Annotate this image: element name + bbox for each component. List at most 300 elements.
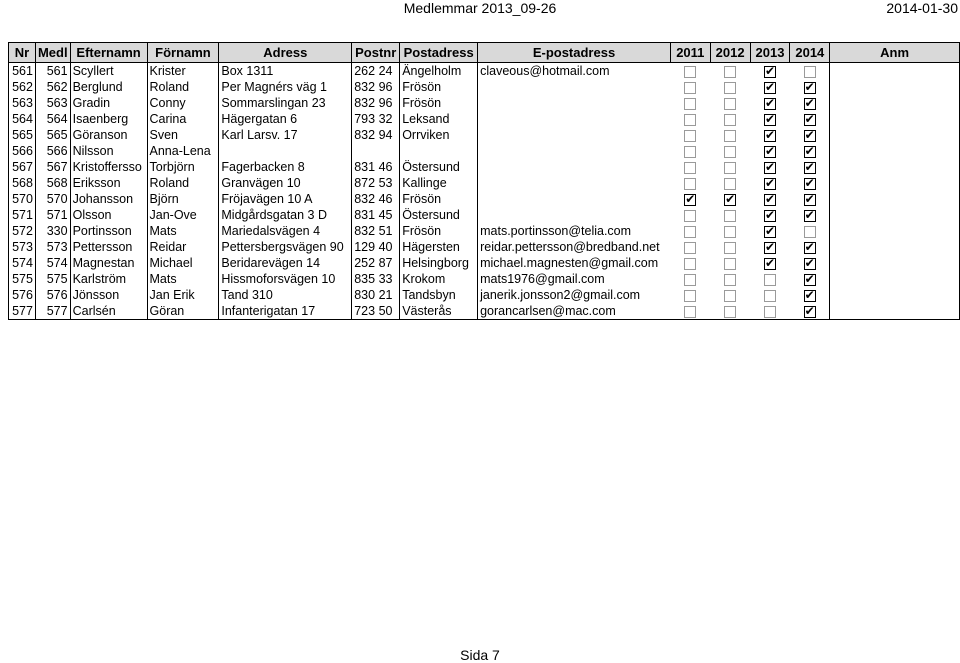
checkbox-2012-unchecked[interactable] [724, 114, 736, 126]
cell-postadress [400, 143, 478, 159]
cell-efternamn: Karlström [70, 271, 147, 287]
cell-email [478, 143, 671, 159]
cell-anm [830, 143, 960, 159]
cell-2014 [790, 271, 830, 287]
checkbox-2012-unchecked[interactable] [724, 290, 736, 302]
cell-anm [830, 287, 960, 303]
col-header-fornamn: Förnamn [147, 43, 219, 63]
cell-nr: 577 [9, 303, 36, 320]
table-row [9, 191, 960, 207]
cell-2011 [670, 303, 710, 320]
cell-2012 [710, 207, 750, 223]
cell-email [478, 159, 671, 175]
cell-email [478, 127, 671, 143]
checkbox-2011-unchecked[interactable] [684, 66, 696, 78]
cell-postnr: 832 51 [352, 223, 400, 239]
checkbox-2014-unchecked[interactable] [804, 226, 816, 238]
cell-medl: 561 [35, 63, 70, 80]
cell-postadress: Frösön [400, 191, 478, 207]
members-table [8, 42, 960, 320]
cell-2012 [710, 223, 750, 239]
header-row [9, 43, 960, 63]
cell-adress: Sommarslingan 23 [219, 95, 352, 111]
cell-email [478, 79, 671, 95]
col-header-2014: 2014 [790, 43, 830, 63]
cell-postadress: Leksand [400, 111, 478, 127]
cell-postadress: Östersund [400, 207, 478, 223]
cell-email: reidar.pettersson@bredband.net [478, 239, 671, 255]
cell-efternamn: Pettersson [70, 239, 147, 255]
table-row [9, 223, 960, 239]
checkbox-2011-unchecked[interactable] [684, 274, 696, 286]
cell-nr: 563 [9, 95, 36, 111]
checkbox-2013-checked[interactable] [764, 226, 776, 238]
page-number: Sida 7 [460, 647, 500, 663]
cell-efternamn: Gradin [70, 95, 147, 111]
table-row [9, 159, 960, 175]
checkbox-2011-unchecked[interactable] [684, 146, 696, 158]
cell-fornamn: Jan-Ove [147, 207, 219, 223]
cell-adress: Fagerbacken 8 [219, 159, 352, 175]
cell-2012 [710, 95, 750, 111]
table-row [9, 239, 960, 255]
checkbox-2011-unchecked[interactable] [684, 290, 696, 302]
cell-nr: 564 [9, 111, 36, 127]
cell-postnr: 832 96 [352, 79, 400, 95]
cell-2014 [790, 143, 830, 159]
cell-postadress: Västerås [400, 303, 478, 320]
cell-fornamn: Sven [147, 127, 219, 143]
cell-postnr: 830 21 [352, 287, 400, 303]
cell-2011 [670, 63, 710, 80]
cell-fornamn: Anna-Lena [147, 143, 219, 159]
checkbox-2013-unchecked[interactable] [764, 274, 776, 286]
cell-postnr: 872 53 [352, 175, 400, 191]
cell-medl: 571 [35, 207, 70, 223]
cell-medl: 566 [35, 143, 70, 159]
cell-2011 [670, 79, 710, 95]
cell-fornamn: Krister [147, 63, 219, 80]
checkbox-2014-checked[interactable] [804, 178, 816, 190]
cell-postnr [352, 143, 400, 159]
cell-adress: Infanterigatan 17 [219, 303, 352, 320]
cell-medl: 577 [35, 303, 70, 320]
cell-medl: 562 [35, 79, 70, 95]
cell-2012 [710, 63, 750, 80]
cell-2012 [710, 303, 750, 320]
checkbox-2014-checked[interactable] [804, 194, 816, 206]
checkbox-2011-unchecked[interactable] [684, 178, 696, 190]
cell-2013 [750, 63, 790, 80]
cell-2014 [790, 111, 830, 127]
cell-adress: Pettersbergsvägen 90 [219, 239, 352, 255]
checkbox-2013-checked[interactable] [764, 258, 776, 270]
cell-postnr: 831 46 [352, 159, 400, 175]
checkbox-2012-checked[interactable] [724, 194, 736, 206]
cell-2013 [750, 207, 790, 223]
cell-efternamn: Johansson [70, 191, 147, 207]
cell-adress: Beridarevägen 14 [219, 255, 352, 271]
cell-adress: Karl Larsv. 17 [219, 127, 352, 143]
cell-2012 [710, 287, 750, 303]
cell-2011 [670, 191, 710, 207]
checkbox-2013-checked[interactable] [764, 98, 776, 110]
cell-2014 [790, 255, 830, 271]
cell-postadress: Kallinge [400, 175, 478, 191]
checkbox-2014-checked[interactable] [804, 274, 816, 286]
checkbox-2013-checked[interactable] [764, 130, 776, 142]
cell-2011 [670, 159, 710, 175]
cell-fornamn: Torbjörn [147, 159, 219, 175]
cell-2012 [710, 191, 750, 207]
cell-2014 [790, 191, 830, 207]
cell-anm [830, 271, 960, 287]
cell-fornamn: Reidar [147, 239, 219, 255]
cell-anm [830, 63, 960, 80]
cell-email: michael.magnesten@gmail.com [478, 255, 671, 271]
checkbox-2014-checked[interactable] [804, 98, 816, 110]
checkbox-2013-checked[interactable] [764, 114, 776, 126]
checkbox-2013-unchecked[interactable] [764, 306, 776, 318]
cell-efternamn: Nilsson [70, 143, 147, 159]
checkbox-2011-unchecked[interactable] [684, 242, 696, 254]
col-header-postadress: Postadress [400, 43, 478, 63]
cell-anm [830, 255, 960, 271]
table-row [9, 255, 960, 271]
table-row [9, 127, 960, 143]
cell-anm [830, 175, 960, 191]
checkbox-2012-unchecked[interactable] [724, 178, 736, 190]
cell-email: mats1976@gmail.com [478, 271, 671, 287]
cell-adress: Box 1311 [219, 63, 352, 80]
col-header-2011: 2011 [670, 43, 710, 63]
cell-efternamn: Olsson [70, 207, 147, 223]
cell-nr: 575 [9, 271, 36, 287]
cell-email [478, 111, 671, 127]
cell-adress [219, 143, 352, 159]
cell-2014 [790, 79, 830, 95]
cell-2013 [750, 143, 790, 159]
checkbox-2011-unchecked[interactable] [684, 210, 696, 222]
cell-adress: Granvägen 10 [219, 175, 352, 191]
cell-2013 [750, 159, 790, 175]
cell-nr: 572 [9, 223, 36, 239]
cell-2013 [750, 175, 790, 191]
cell-efternamn: Magnestan [70, 255, 147, 271]
cell-adress: Per Magnérs väg 1 [219, 79, 352, 95]
cell-postadress: Frösön [400, 95, 478, 111]
cell-2011 [670, 127, 710, 143]
checkbox-2011-unchecked[interactable] [684, 130, 696, 142]
cell-nr: 570 [9, 191, 36, 207]
table-row [9, 79, 960, 95]
checkbox-2012-unchecked[interactable] [724, 258, 736, 270]
cell-nr: 574 [9, 255, 36, 271]
cell-adress: Hissmoforsvägen 10 [219, 271, 352, 287]
checkbox-2014-checked[interactable] [804, 146, 816, 158]
document-title: Medlemmar 2013_09-26 [403, 0, 557, 16]
cell-2011 [670, 223, 710, 239]
checkbox-2011-unchecked[interactable] [684, 226, 696, 238]
cell-postadress: Helsingborg [400, 255, 478, 271]
table-row [9, 207, 960, 223]
cell-nr: 566 [9, 143, 36, 159]
checkbox-2014-unchecked[interactable] [804, 66, 816, 78]
table-row [9, 95, 960, 111]
checkbox-2013-checked[interactable] [764, 178, 776, 190]
checkbox-2014-checked[interactable] [804, 210, 816, 222]
checkbox-2013-checked[interactable] [764, 162, 776, 174]
cell-postnr: 831 45 [352, 207, 400, 223]
checkbox-2011-unchecked[interactable] [684, 98, 696, 110]
cell-postnr: 835 33 [352, 271, 400, 287]
cell-2013 [750, 127, 790, 143]
col-header-email: E-postadress [478, 43, 671, 63]
checkbox-2012-unchecked[interactable] [724, 82, 736, 94]
checkbox-2013-checked[interactable] [764, 210, 776, 222]
cell-postnr: 252 87 [352, 255, 400, 271]
checkbox-2014-checked[interactable] [804, 130, 816, 142]
cell-efternamn: Isaenberg [70, 111, 147, 127]
cell-efternamn: Berglund [70, 79, 147, 95]
cell-2012 [710, 175, 750, 191]
cell-email: gorancarlsen@mac.com [478, 303, 671, 320]
cell-2012 [710, 127, 750, 143]
col-header-adress: Adress [219, 43, 352, 63]
cell-fornamn: Mats [147, 223, 219, 239]
table-row [9, 271, 960, 287]
cell-2011 [670, 175, 710, 191]
cell-nr: 561 [9, 63, 36, 80]
cell-anm [830, 303, 960, 320]
cell-adress: Fröjavägen 10 A [219, 191, 352, 207]
checkbox-2014-checked[interactable] [804, 242, 816, 254]
checkbox-2012-unchecked[interactable] [724, 146, 736, 158]
cell-medl: 576 [35, 287, 70, 303]
cell-postadress: Frösön [400, 223, 478, 239]
cell-efternamn: Göranson [70, 127, 147, 143]
cell-anm [830, 223, 960, 239]
cell-2012 [710, 239, 750, 255]
checkbox-2014-checked[interactable] [804, 82, 816, 94]
col-header-postnr: Postnr [352, 43, 400, 63]
checkbox-2013-unchecked[interactable] [764, 290, 776, 302]
cell-medl: 565 [35, 127, 70, 143]
table-row [9, 287, 960, 303]
cell-postnr: 832 46 [352, 191, 400, 207]
cell-email [478, 191, 671, 207]
checkbox-2014-checked[interactable] [804, 306, 816, 318]
cell-2011 [670, 207, 710, 223]
document-date: 2014-01-30 [886, 0, 958, 16]
checkbox-2014-checked[interactable] [804, 258, 816, 270]
cell-postadress: Krokom [400, 271, 478, 287]
cell-postadress: Östersund [400, 159, 478, 175]
checkbox-2013-checked[interactable] [764, 66, 776, 78]
table-row [9, 303, 960, 320]
cell-anm [830, 111, 960, 127]
cell-email [478, 175, 671, 191]
col-header-2012: 2012 [710, 43, 750, 63]
cell-anm [830, 191, 960, 207]
cell-postadress: Orrviken [400, 127, 478, 143]
cell-2013 [750, 239, 790, 255]
cell-2012 [710, 255, 750, 271]
cell-nr: 571 [9, 207, 36, 223]
cell-2013 [750, 223, 790, 239]
checkbox-2012-unchecked[interactable] [724, 130, 736, 142]
cell-fornamn: Carina [147, 111, 219, 127]
cell-fornamn: Michael [147, 255, 219, 271]
cell-2013 [750, 303, 790, 320]
cell-nr: 565 [9, 127, 36, 143]
checkbox-2011-unchecked[interactable] [684, 114, 696, 126]
cell-anm [830, 207, 960, 223]
col-header-efternamn: Efternamn [70, 43, 147, 63]
cell-email [478, 207, 671, 223]
cell-2013 [750, 271, 790, 287]
cell-2014 [790, 207, 830, 223]
cell-2014 [790, 239, 830, 255]
cell-2013 [750, 95, 790, 111]
cell-efternamn: Portinsson [70, 223, 147, 239]
col-header-2013: 2013 [750, 43, 790, 63]
cell-fornamn: Göran [147, 303, 219, 320]
cell-2011 [670, 111, 710, 127]
cell-medl: 573 [35, 239, 70, 255]
cell-efternamn: Eriksson [70, 175, 147, 191]
cell-2011 [670, 95, 710, 111]
cell-medl: 567 [35, 159, 70, 175]
cell-2014 [790, 303, 830, 320]
cell-fornamn: Roland [147, 175, 219, 191]
cell-anm [830, 239, 960, 255]
cell-postadress: Tandsbyn [400, 287, 478, 303]
cell-2014 [790, 175, 830, 191]
cell-email: janerik.jonsson2@gmail.com [478, 287, 671, 303]
checkbox-2014-checked[interactable] [804, 162, 816, 174]
cell-2014 [790, 95, 830, 111]
checkbox-2013-checked[interactable] [764, 194, 776, 206]
cell-2013 [750, 79, 790, 95]
checkbox-2012-unchecked[interactable] [724, 162, 736, 174]
checkbox-2011-checked[interactable] [684, 194, 696, 206]
checkbox-2012-unchecked[interactable] [724, 242, 736, 254]
cell-efternamn: Kristoffersso [70, 159, 147, 175]
table-row [9, 143, 960, 159]
cell-2014 [790, 127, 830, 143]
checkbox-2014-checked[interactable] [804, 290, 816, 302]
checkbox-2012-unchecked[interactable] [724, 226, 736, 238]
cell-medl: 570 [35, 191, 70, 207]
cell-postnr: 832 94 [352, 127, 400, 143]
checkbox-2012-unchecked[interactable] [724, 98, 736, 110]
checkbox-2011-unchecked[interactable] [684, 306, 696, 318]
cell-anm [830, 79, 960, 95]
cell-adress: Tand 310 [219, 287, 352, 303]
cell-postnr: 262 24 [352, 63, 400, 80]
cell-postadress: Frösön [400, 79, 478, 95]
table-row [9, 63, 960, 80]
cell-fornamn: Björn [147, 191, 219, 207]
cell-2011 [670, 143, 710, 159]
cell-2014 [790, 223, 830, 239]
cell-postnr: 793 32 [352, 111, 400, 127]
cell-fornamn: Jan Erik [147, 287, 219, 303]
cell-2011 [670, 271, 710, 287]
cell-anm [830, 95, 960, 111]
cell-medl: 574 [35, 255, 70, 271]
checkbox-2012-unchecked[interactable] [724, 66, 736, 78]
cell-nr: 573 [9, 239, 36, 255]
cell-efternamn: Scyllert [70, 63, 147, 80]
checkbox-2011-unchecked[interactable] [684, 162, 696, 174]
checkbox-2013-checked[interactable] [764, 82, 776, 94]
cell-2013 [750, 111, 790, 127]
cell-2013 [750, 287, 790, 303]
col-header-anm: Anm [830, 43, 960, 63]
cell-fornamn: Mats [147, 271, 219, 287]
cell-2013 [750, 255, 790, 271]
cell-efternamn: Carlsén [70, 303, 147, 320]
cell-medl: 568 [35, 175, 70, 191]
checkbox-2013-checked[interactable] [764, 242, 776, 254]
cell-adress: Mariedalsvägen 4 [219, 223, 352, 239]
table-row [9, 111, 960, 127]
cell-fornamn: Roland [147, 79, 219, 95]
cell-nr: 567 [9, 159, 36, 175]
checkbox-2014-checked[interactable] [804, 114, 816, 126]
cell-2013 [750, 191, 790, 207]
cell-adress: Hägergatan 6 [219, 111, 352, 127]
cell-2011 [670, 287, 710, 303]
cell-fornamn: Conny [147, 95, 219, 111]
checkbox-2012-unchecked[interactable] [724, 306, 736, 318]
cell-2012 [710, 159, 750, 175]
checkbox-2011-unchecked[interactable] [684, 82, 696, 94]
cell-2011 [670, 255, 710, 271]
table-row [9, 175, 960, 191]
cell-email [478, 95, 671, 111]
cell-email: claveous@hotmail.com [478, 63, 671, 80]
cell-2012 [710, 271, 750, 287]
cell-adress: Midgårdsgatan 3 D [219, 207, 352, 223]
checkbox-2011-unchecked[interactable] [684, 258, 696, 270]
cell-2014 [790, 159, 830, 175]
cell-medl: 564 [35, 111, 70, 127]
cell-2012 [710, 79, 750, 95]
cell-postnr: 723 50 [352, 303, 400, 320]
cell-2012 [710, 111, 750, 127]
cell-medl: 330 [35, 223, 70, 239]
checkbox-2013-checked[interactable] [764, 146, 776, 158]
cell-postnr: 129 40 [352, 239, 400, 255]
cell-efternamn: Jönsson [70, 287, 147, 303]
cell-postadress: Hägersten [400, 239, 478, 255]
checkbox-2012-unchecked[interactable] [724, 274, 736, 286]
cell-anm [830, 159, 960, 175]
cell-postnr: 832 96 [352, 95, 400, 111]
cell-nr: 568 [9, 175, 36, 191]
col-header-medl: Medl [35, 43, 70, 63]
cell-postadress: Ängelholm [400, 63, 478, 80]
cell-medl: 563 [35, 95, 70, 111]
cell-nr: 576 [9, 287, 36, 303]
checkbox-2012-unchecked[interactable] [724, 210, 736, 222]
cell-email: mats.portinsson@telia.com [478, 223, 671, 239]
cell-nr: 562 [9, 79, 36, 95]
cell-2014 [790, 287, 830, 303]
